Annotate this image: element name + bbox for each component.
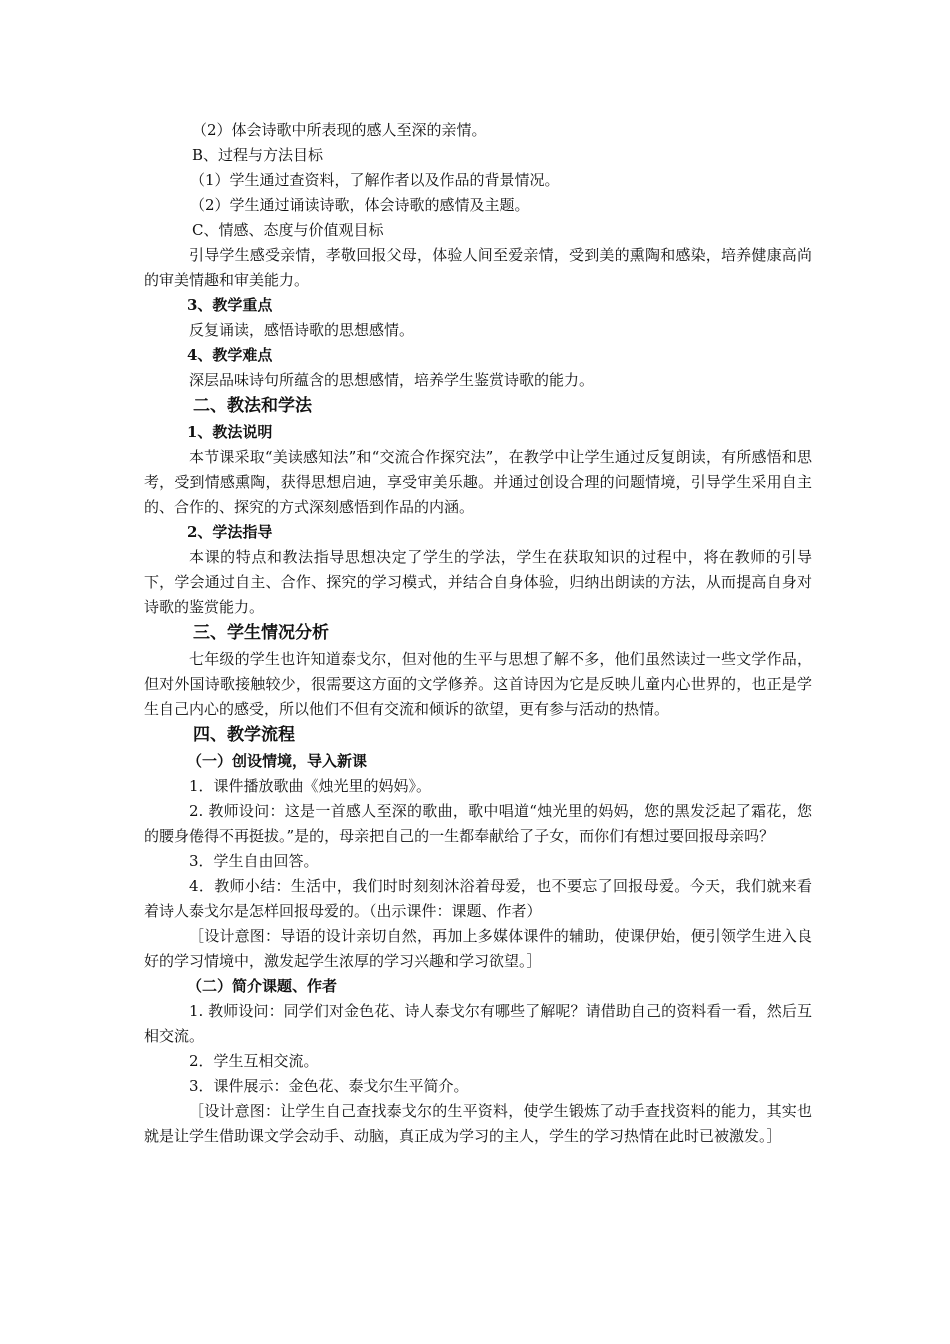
paragraph: 反复诵读，感悟诗歌的思想感情。 [189,321,415,339]
objective-heading-c: C、情感、态度与价值观目标 [192,221,384,239]
paragraph: 引导学生感受亲情，孝敬回报父母，体验人间至爱亲情，受到美的熏陶和感染，培养健康高尚的审美情趣和审美能力。 [144,246,812,289]
objective-line: （2）学生通过诵读诗歌，体会诗歌的感情及主题。 [190,196,530,214]
paragraph: 1. 教师设问：同学们对金色花、诗人泰戈尔有哪些了解呢？请借助自己的资料看一看，然后互相交流。 [144,1002,812,1045]
section-heading: 三、学生情况分析 [193,623,329,643]
objective-heading-b: B、过程与方法目标 [192,146,324,164]
subheading-difficulties: 4、教学难点 [187,346,273,364]
section-heading: 二、教法和学法 [193,396,312,416]
subheading-key-points: 3、教学重点 [187,296,273,314]
objective-line: （2）体会诗歌中所表现的感人至深的亲情。 [192,121,487,139]
document-body [144,118,812,1149]
design-note: ［设计意图：导语的设计亲切自然，再加上多媒体课件的辅助，使课伊始，便引领学生进入良好的学习情境中，激发起学生浓厚的学习兴趣和学习欲望。］ [144,927,812,970]
subheading: 2、学法指导 [187,523,273,541]
objective-line: （1）学生通过查资料，了解作者以及作品的背景情况。 [190,171,560,189]
paragraph: 4．教师小结：生活中，我们时时刻刻沐浴着母爱，也不要忘了回报母爱。今天，我们就来看着诗人泰戈尔是怎样回报母爱的。（出示课件：课题、作者） [144,877,812,920]
paragraph: 本课的特点和教法指导思想决定了学生的学法，学生在获取知识的过程中，将在教师的引导下，学会通过自主、合作、探究的学习模式，并结合自身体验，归纳出朗读的方法，从而提高自身对诗歌的鉴赏能力。 [144,548,812,616]
subheading: （二）简介课题、作者 [187,977,338,995]
design-note: ［设计意图：让学生自己查找泰戈尔的生平资料，使学生锻炼了动手查找资料的能力，其实也就是让学生借助课文学会动手、动脑，真正成为学习的主人，学生的学习热情在此时已被激发。］ [144,1102,812,1145]
subheading: （一）创设情境，导入新课 [187,752,368,770]
paragraph: 本节课采取“美读感知法”和“交流合作探究法”，在教学中让学生通过反复朗读，有所感悟和思考，受到情感熏陶，获得思想启迪，享受审美乐趣。并通过创设合理的问题情境，引导学生采用自主的、合作的、探究的方式深刻感悟到作品的内涵。 [144,448,812,516]
paragraph: 深层品味诗句所蕴含的思想感情，培养学生鉴赏诗歌的能力。 [189,371,595,389]
section-heading: 四、教学流程 [193,725,295,745]
paragraph: 七年级的学生也许知道泰戈尔，但对他的生平与思想了解不多，他们虽然读过一些文学作品，但对外国诗歌接触较少，很需要这方面的文学修养。这首诗因为它是反映儿童内心世界的，也正是学生自己内心的感受，所以他们不但有交流和倾诉的欲望，更有参与活动的热情。 [144,650,812,718]
paragraph: 1．课件播放歌曲《烛光里的妈妈》。 [189,777,432,795]
paragraph: 2. 教师设问：这是一首感人至深的歌曲，歌中唱道“烛光里的妈妈，您的黑发泛起了霜花，您的腰身倦得不再挺拔。”是的，母亲把自己的一生都奉献给了子女，而你们有想过要回报母亲吗？ [144,802,812,845]
paragraph: 3．课件展示：金色花、泰戈尔生平简介。 [189,1077,469,1095]
paragraph: 3．学生自由回答。 [189,852,319,870]
subheading: 1、教法说明 [187,423,273,441]
paragraph: 2．学生互相交流。 [189,1052,319,1070]
